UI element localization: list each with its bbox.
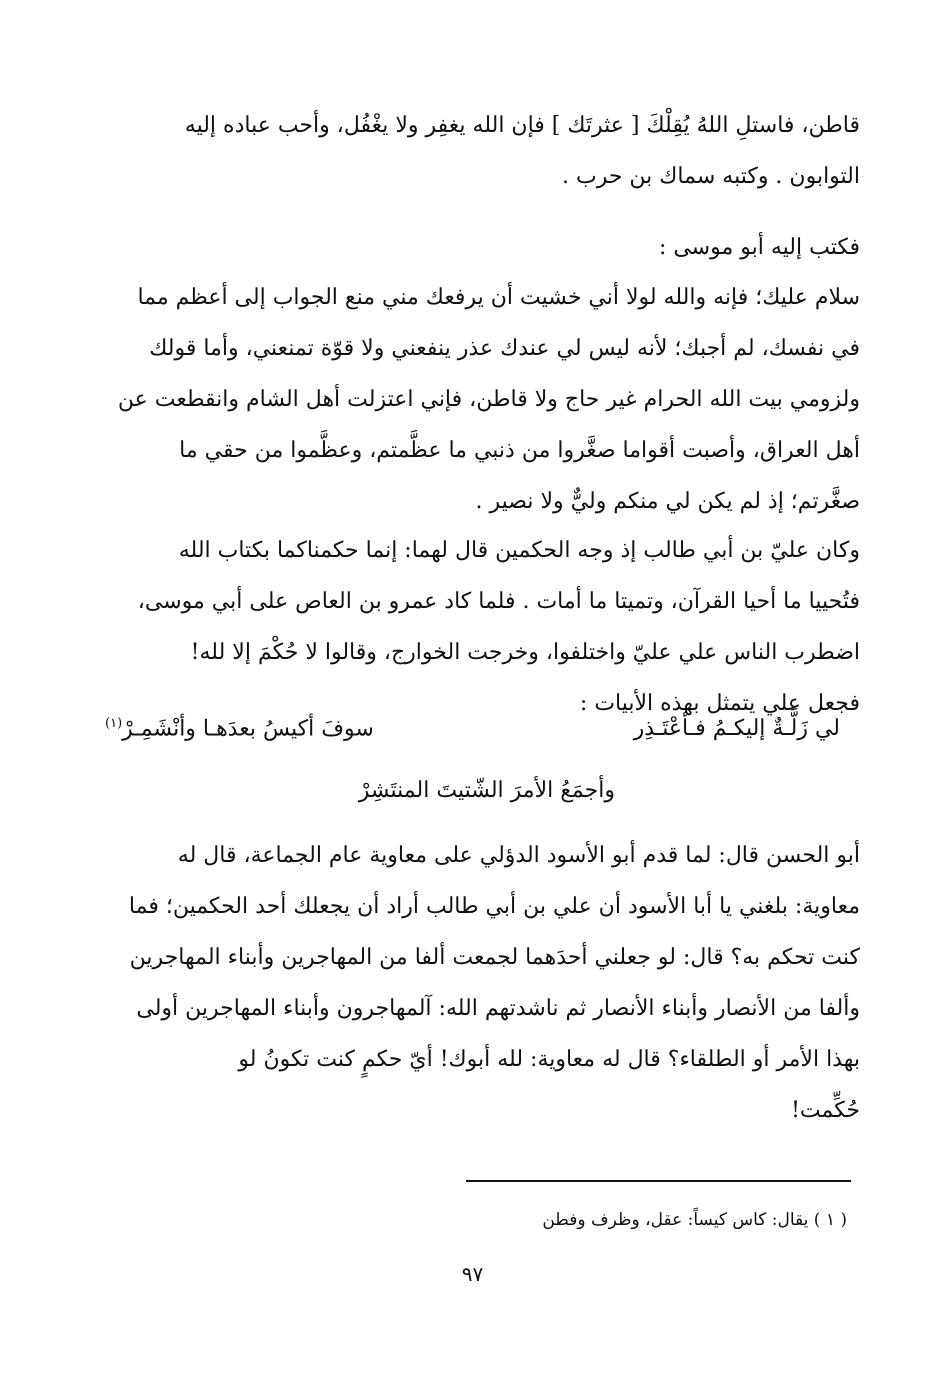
page-number: ٩٧	[461, 1262, 484, 1286]
text-line: التوابون . وكتبه سماك بن حرب .	[562, 164, 860, 189]
text-line: قاطن، فاستلِ اللهُ يُقِلْكَ [ عثرتَك ] فإن الله يغفِر ولا يغْفُل، وأحب عباده إليه	[184, 113, 860, 138]
poem-verses	[105, 706, 860, 826]
text-line: معاوية: بلغني يا أبا الأسود أن علي بن أبي طالب أراد أن يجعلك أحد الحكمين؛ فما	[128, 894, 860, 919]
text-line: في نفسك، لم أجبك؛ لأنه ليس لي عندك عذر ينفعني ولا قوّة تمنعني، وأما قولك	[149, 336, 860, 361]
paragraph-ali-arbitration	[105, 525, 860, 729]
poem-hemistich-with-footnote	[105, 716, 374, 741]
text-line: أبو الحسن قال: لما قدم أبو الأسود الدؤلي على معاوية عام الجماعة، قال له	[177, 843, 860, 868]
paragraph-letter-ending	[105, 100, 860, 202]
paragraph-abu-musa-intro	[105, 222, 860, 273]
text-line: حُكِّمت!	[791, 1098, 860, 1123]
text-line: وألفا من الأنصار وأبناء الأنصار ثم ناشدتهم الله: آلمهاجرون وأبناء المهاجرين أولى	[136, 996, 860, 1021]
paragraph-abu-musa-letter	[105, 272, 860, 527]
text-line: سلام عليك؛ فإنه والله لولا أني خشيت أن يرفعك مني منع الجواب إلى أعظم مما	[137, 285, 860, 310]
text-line: أهل العراق، وأصبت أقواما صغَّروا من ذنبي ما عظَّمتم، وعظَّموا من حقي ما	[179, 438, 860, 463]
footnote-divider	[466, 1180, 851, 1182]
footnote: ( ١ ) يقال: كاس كيساً: عقل، وظرف وفطن	[542, 1210, 847, 1230]
text-line: وكان عليّ بن أبي طالب إذ وجه الحكمين قال لهما: إنما حكمناكما بكتاب الله	[178, 538, 860, 563]
text-line: صغَّرتم؛ إذ لم يكن لي منكم وليٌّ ولا نصير .	[475, 489, 860, 514]
footnote-reference: (١)	[105, 716, 123, 731]
poem-hemistich: لي زَلَّـةٌ إليكـمُ فـأعْتَـذِر	[633, 716, 840, 741]
text-line: اضطرب الناس علي عليّ واختلفوا، وخرجت الخوارج، وقالوا لا حُكْمَ إلا لله!	[190, 640, 860, 665]
text-line: بهذا الأمر أو الطلقاء؟ قال له معاوية: لله أبوك! أيّ حكمٍ كنت تكونُ لو	[238, 1047, 860, 1072]
poem-hemistich: سوفَ أكيسُ بعدَهـا وأنْشَمِـرْ	[122, 716, 374, 742]
text-line: ولزومي بيت الله الحرام غير حاج ولا قاطن، فإني اعتزلت أهل الشام وانقطعت عن	[117, 387, 860, 412]
poem-hemistich: وأجمَعُ الأمرَ الشّتيتَ المنتَشِرْ	[358, 778, 615, 803]
text-line: فجعل علي يتمثل بهذه الأبيات :	[579, 691, 860, 716]
text-line: كنت تحكم به؟ قال: لو جعلني أحدَهما لجمعت ألفا من المهاجرين وأبناء المهاجرين	[129, 945, 860, 970]
text-line: فتُحييا ما أحيا القرآن، وتميتا ما أمات . فلما كاد عمرو بن العاص على أبي موسى،	[137, 589, 860, 614]
text-line: فكتب إليه أبو موسى :	[658, 235, 860, 260]
paragraph-abu-aswad	[105, 830, 860, 1136]
